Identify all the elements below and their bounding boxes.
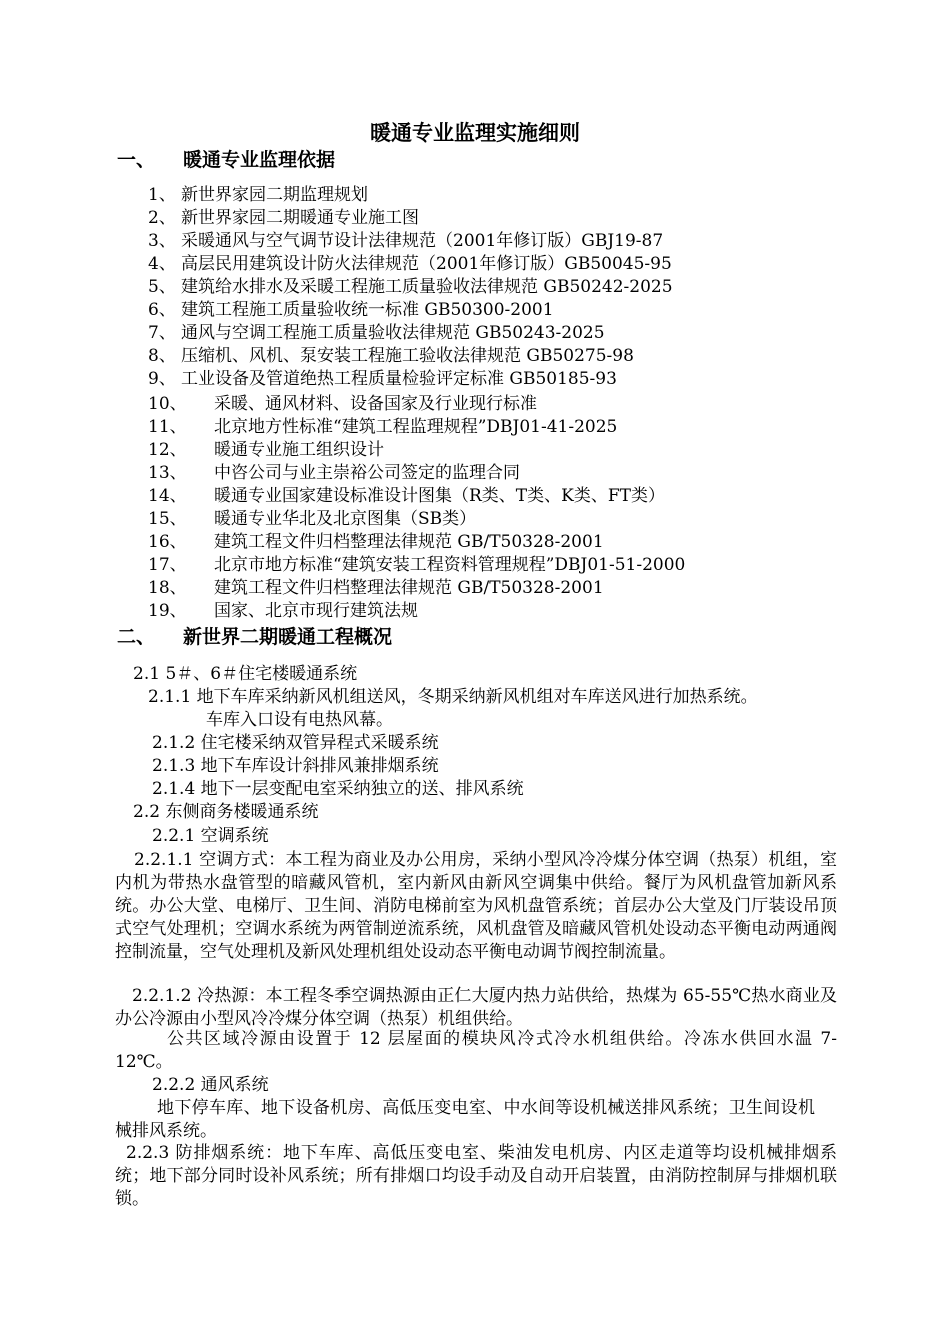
list-item bbox=[148, 485, 665, 508]
list-item-number: 15、 bbox=[148, 509, 187, 529]
list-item bbox=[148, 531, 604, 554]
list-item-text: 压缩机、风机、泵安装工程施工验收法律规范 GB50275-98 bbox=[181, 346, 634, 366]
list-item-text: 建筑给水排水及采暖工程施工质量验收法律规范 GB50242-2025 bbox=[181, 277, 673, 297]
document-title: 暖通专业监理实施细则 bbox=[370, 121, 580, 145]
list-item-text: 建筑工程施工质量验收统一标准 GB50300-2001 bbox=[181, 300, 554, 320]
list-item-text: 高层民用建筑设计防火法律规范（2001年修订版）GB50045-95 bbox=[181, 254, 672, 274]
list-item bbox=[148, 577, 604, 600]
paragraph-ventilation: 地下停车库、地下设备机房、高低压变电室、中水间等设机械送排风系统；卫生间设机械排风系统。 bbox=[115, 1098, 815, 1141]
list-item-text: 暖通专业华北及北京图集（SB类） bbox=[214, 509, 477, 529]
paragraph-cool-source: 公共区域冷源由设置于 12 层屋面的模块风冷式冷水机组供给。冷冻水供回水温 7-12℃。 bbox=[115, 1029, 837, 1072]
list-item-number: 4、 bbox=[148, 254, 176, 274]
list-item-text: 国家、北京市现行建筑法规 bbox=[214, 601, 418, 621]
list-item-number: 13、 bbox=[148, 463, 187, 483]
list-item bbox=[148, 416, 617, 439]
list-item bbox=[148, 253, 672, 276]
list-item-number: 7、 bbox=[148, 323, 176, 343]
paragraph-2-2-1-2: 2.2.1.2 冷热源：本工程冬季空调热源由正仁大厦内热力站供给，热煤为 65-55℃热水商业及办公冷源由小型风冷冷煤分体空调（热泵）机组供给。 bbox=[115, 986, 837, 1029]
list-item-number: 2、 bbox=[148, 208, 176, 228]
list-item-number: 3、 bbox=[148, 231, 176, 251]
list-item-number: 17、 bbox=[148, 555, 187, 575]
list-item-number: 14、 bbox=[148, 486, 187, 506]
list-item-number: 18、 bbox=[148, 578, 187, 598]
list-item-text: 通风与空调工程施工质量验收法律规范 GB50243-2025 bbox=[181, 323, 605, 343]
list-item-text: 新世界家园二期监理规划 bbox=[181, 185, 368, 205]
subsection-2-2: 2.2 东侧商务楼暖通系统 bbox=[133, 802, 319, 822]
item-2-1-1-cont: 车库入口设有电热风幕。 bbox=[206, 710, 393, 730]
paragraph-2-2-1-1: 2.2.1.1 空调方式：本工程为商业及办公用房，采纳小型风冷冷煤分体空调（热泵）机组，室内机为带热水盘管型的暗藏风管机，室内新风由新风空调集中供给。餐厅为风机盘管加新风系统。办公大堂、电梯厅、卫生间、消防电梯前室为风机盘管系统；首层办公大堂及门厅装设吊顶式空气处理机；空调水系统为两管制逆流系统，风机盘管及暗藏风管机处设动态平衡电动两通阀控制流量，空气处理机及新风处理机组处设动态平衡电动调节阀控制流量。 bbox=[115, 850, 837, 962]
list-item bbox=[148, 184, 368, 207]
list-item bbox=[148, 230, 663, 253]
section-heading-1 bbox=[117, 147, 335, 173]
item-2-1-2: 2.1.2 住宅楼采纳双管异程式采暖系统 bbox=[152, 733, 439, 753]
section-number: 一、 bbox=[117, 149, 156, 171]
list-item-number: 9、 bbox=[148, 369, 176, 389]
subsection-2-1: 2.1 5＃、6＃住宅楼暖通系统 bbox=[133, 664, 358, 684]
list-item bbox=[148, 393, 537, 416]
item-2-1-3: 2.1.3 地下车库设计斜排风兼排烟系统 bbox=[152, 756, 439, 776]
list-item-number: 12、 bbox=[148, 440, 187, 460]
list-item-number: 6、 bbox=[148, 300, 176, 320]
list-item bbox=[148, 207, 419, 230]
list-item-text: 北京地方性标准“建筑工程监理规程”DBJ01-41-2025 bbox=[214, 417, 618, 437]
list-item bbox=[148, 462, 520, 485]
list-item bbox=[148, 508, 476, 531]
list-item bbox=[148, 439, 384, 462]
list-item-text: 中咨公司与业主崇裕公司签定的监理合同 bbox=[214, 463, 520, 483]
list-item bbox=[148, 276, 673, 299]
list-item bbox=[148, 322, 605, 345]
list-item bbox=[148, 299, 554, 322]
list-item-number: 8、 bbox=[148, 346, 176, 366]
list-item bbox=[148, 600, 418, 623]
list-item-text: 暖通专业国家建设标准设计图集（R类、T类、K类、FT类） bbox=[214, 486, 665, 506]
list-item-number: 1、 bbox=[148, 185, 176, 205]
paragraph-2-2-3: 2.2.3 防排烟系统：地下车库、高低压变电室、柴油发电机房、内区走道等均设机械排烟系统；地下部分同时设补风系统；所有排烟口均设手动及自动开启装置，由消防控制屏与排烟机联锁。 bbox=[115, 1143, 837, 1209]
list-item-text: 采暖通风与空气调节设计法律规范（2001年修订版）GBJ19-87 bbox=[181, 231, 664, 251]
list-item bbox=[148, 554, 685, 577]
section-heading-2 bbox=[117, 624, 392, 650]
list-item-text: 采暖、通风材料、设备国家及行业现行标准 bbox=[214, 394, 537, 414]
item-2-1-1: 2.1.1 地下车库采纳新风机组送风，冬期采纳新风机组对车库送风进行加热系统。 bbox=[148, 687, 758, 707]
list-item-text: 建筑工程文件归档整理法律规范 GB/T50328-2001 bbox=[214, 578, 604, 598]
list-item-number: 10、 bbox=[148, 394, 187, 414]
list-item-text: 建筑工程文件归档整理法律规范 GB/T50328-2001 bbox=[214, 532, 604, 552]
section-number: 二、 bbox=[117, 626, 156, 648]
list-item-text: 暖通专业施工组织设计 bbox=[214, 440, 384, 460]
item-2-1-4: 2.1.4 地下一层变配电室采纳独立的送、排风系统 bbox=[152, 779, 524, 799]
list-item-text: 北京市地方标准“建筑安装工程资料管理规程”DBJ01-51-2000 bbox=[214, 555, 686, 575]
item-2-2-1: 2.2.1 空调系统 bbox=[152, 826, 269, 846]
list-item-number: 5、 bbox=[148, 277, 176, 297]
list-item-number: 19、 bbox=[148, 601, 187, 621]
list-item bbox=[148, 345, 634, 368]
list-item-text: 新世界家园二期暖通专业施工图 bbox=[181, 208, 419, 228]
section-title: 暖通专业监理依据 bbox=[183, 149, 336, 171]
list-item-text: 工业设备及管道绝热工程质量检验评定标准 GB50185-93 bbox=[181, 369, 617, 389]
list-item-number: 16、 bbox=[148, 532, 187, 552]
section-title: 新世界二期暖通工程概况 bbox=[183, 626, 393, 648]
list-item bbox=[148, 368, 617, 391]
item-2-2-2: 2.2.2 通风系统 bbox=[152, 1075, 269, 1095]
list-item-number: 11、 bbox=[148, 417, 187, 437]
